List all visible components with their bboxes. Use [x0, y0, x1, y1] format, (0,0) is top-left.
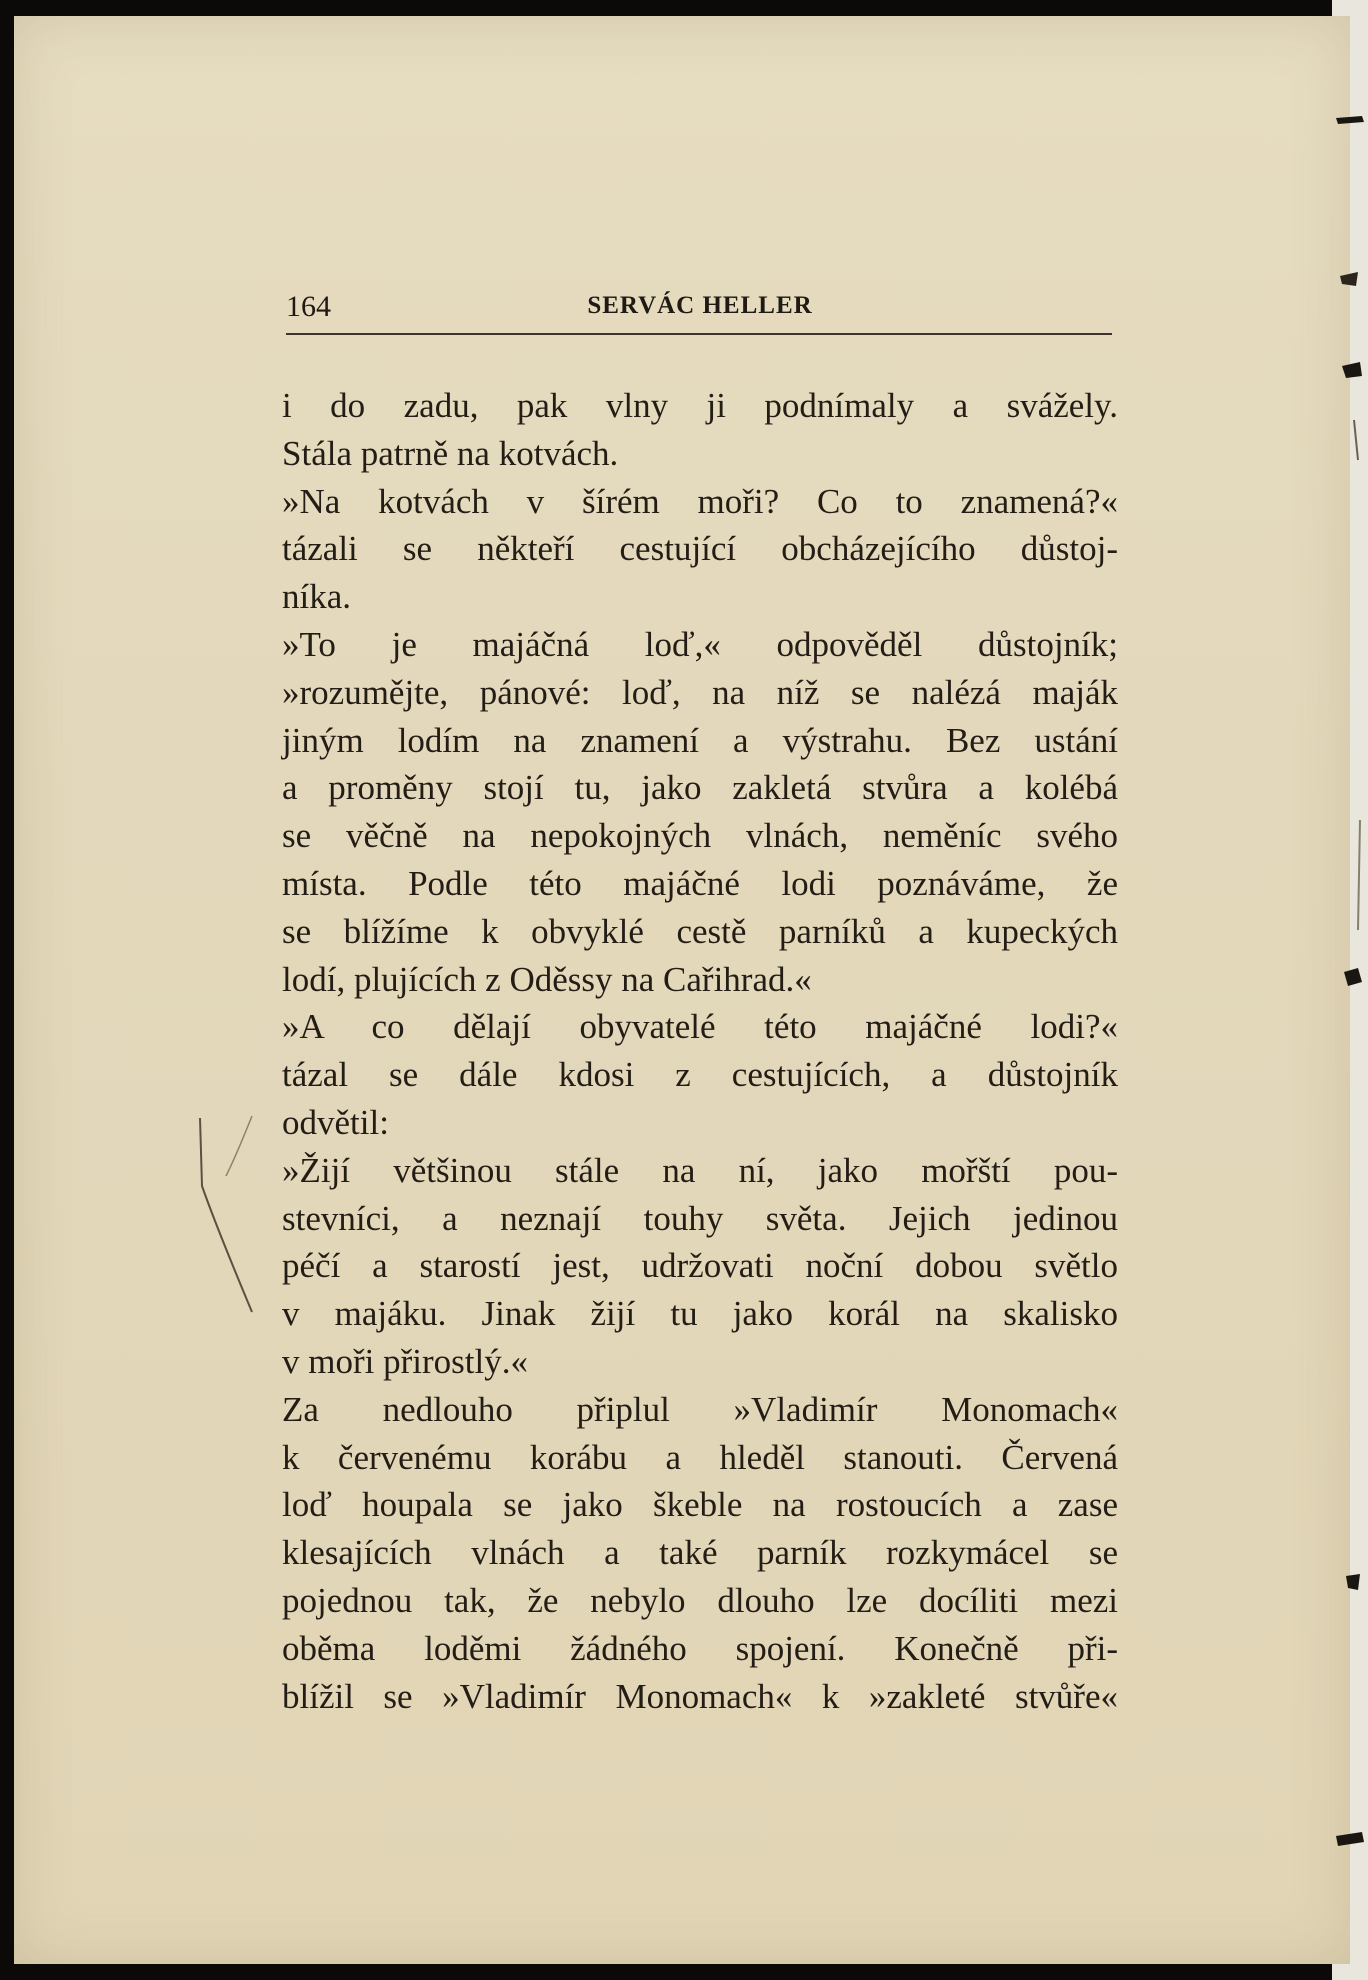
text-line: tázal se dále kdosi z cestujících, a důstojník: [282, 1055, 1118, 1095]
body-text: [282, 382, 1118, 1720]
text-line: pojednou tak, že nebylo dlouho lze docíliti mezi: [282, 1580, 1118, 1620]
text-line: jiným lodím na znamení a výstrahu. Bez ustání: [282, 720, 1118, 760]
text-line: klesajících vlnách a také parník rozkymácel se: [282, 1533, 1118, 1573]
text-line: níka.: [282, 577, 352, 617]
text-line: v majáku. Jinak žijí tu jako korál na skalisko: [282, 1294, 1118, 1334]
text-line: místa. Podle této majáčné lodi poznáváme, že: [282, 863, 1118, 903]
page-number: 164: [286, 290, 331, 323]
text-line: k červenému korábu a hleděl stanouti. Červená: [282, 1437, 1118, 1477]
header-rule: [286, 333, 1112, 335]
text-line: v moři přirostlý.«: [282, 1341, 528, 1381]
text-line: »Na kotvách v šírém moři? Co to znamená?«: [282, 481, 1118, 521]
text-line: a proměny stojí tu, jako zakletá stvůra a kolébá: [282, 768, 1118, 808]
text-line: tázali se někteří cestující obcházejícího důstoj-: [282, 529, 1118, 569]
text-line: oběma loděmi žádného spojení. Konečně při-: [282, 1628, 1118, 1668]
page-header: [286, 286, 1114, 334]
running-title: SERVÁC HELLER: [587, 292, 813, 319]
text-line: »rozumějte, pánové: loď, na níž se nalézá maják: [282, 672, 1118, 712]
text-line: Za nedlouho připlul »Vladimír Monomach«: [282, 1389, 1118, 1429]
margin-pencil-mark: [196, 1116, 258, 1316]
edge-specks: [1328, 0, 1368, 1980]
text-line: Stála patrně na kotvách.: [282, 433, 619, 473]
text-line: odvětil:: [282, 1102, 389, 1142]
text-line: loď houpala se jako škeble na rostoucích a zase: [282, 1485, 1118, 1525]
text-line: lodí, plujících z Oděssy na Cařihrad.«: [282, 959, 812, 999]
text-line: blížil se »Vladimír Monomach« k »zakleté stvůře«: [282, 1676, 1118, 1716]
text-line: stevníci, a neznají touhy světa. Jejich jedinou: [282, 1198, 1118, 1238]
text-line: »Žijí většinou stále na ní, jako mořští pou-: [282, 1150, 1118, 1190]
text-line: se věčně na nepokojných vlnách, neměníc svého: [282, 816, 1118, 856]
text-line: »A co dělají obyvatelé této majáčné lodi?«: [282, 1007, 1118, 1047]
text-line: se blížíme k obvyklé cestě parníků a kupeckých: [282, 911, 1118, 951]
text-line: i do zadu, pak vlny ji podnímaly a svážely.: [282, 386, 1118, 425]
text-line: péčí a starostí jest, udržovati noční dobou světlo: [282, 1246, 1118, 1286]
text-line: »To je majáčná loď,« odpověděl důstojník;: [282, 624, 1118, 664]
